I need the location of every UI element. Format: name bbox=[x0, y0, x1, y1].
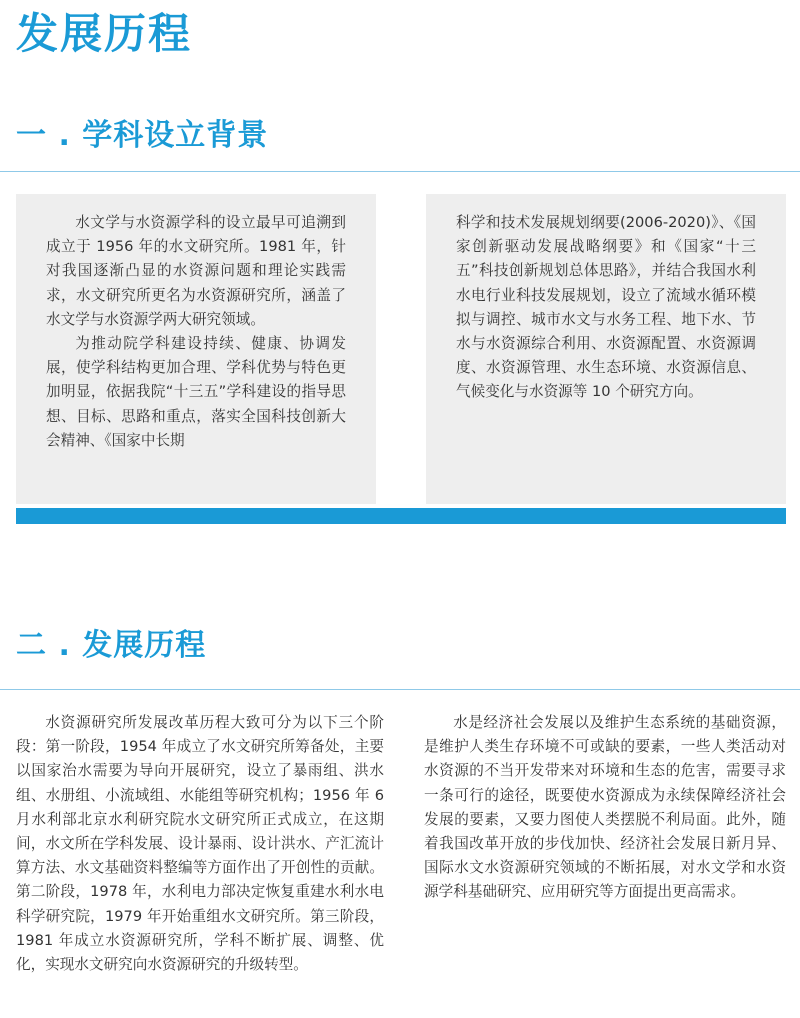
section-divider bbox=[0, 689, 800, 690]
history-text-right bbox=[424, 711, 786, 905]
background-text-right bbox=[456, 211, 756, 405]
section-divider bbox=[0, 171, 800, 172]
paragraph: 为推动院学科建设持续、健康、协调发展，使学科结构更加合理、学科优势与特色更加明显，依据我院“十三五”学科建设的指导思想、目标、思路和重点，落实全国科技创新大会精神、《国家中长期 bbox=[46, 335, 346, 449]
page-title: 发展历程 bbox=[16, 9, 193, 58]
history-text-left bbox=[16, 711, 384, 977]
accent-bar bbox=[16, 508, 786, 524]
paragraph: 水是经济社会发展以及维护生态系统的基础资源，是维护人类生存环境不可或缺的要素，一些人类活动对水资源的不当开发带来对环境和生态的危害，需要寻求一条可行的途径，既要使水资源成为永续保障经济社会发展的要素，又要力图使人类摆脱不利局面。此外，随着我国改革开放的步伐加快、经济社会发展日新月异、国际水文水资源研究领域的不断拓展，对水文学和水资源学科基础研究、应用研究等方面提出更高需求。 bbox=[424, 714, 786, 901]
background-text-left bbox=[46, 211, 346, 453]
section-heading-background: 一 . 学科设立背景 bbox=[16, 118, 269, 153]
section-heading-history: 二 . 发展历程 bbox=[16, 628, 207, 663]
paragraph: 水资源研究所发展改革历程大致可分为以下三个阶段：第一阶段，1954 年成立了水文研究所筹备处，主要以国家治水需要为导向开展研究，设立了暴雨组、洪水组、水册组、小流域组、水能组等研究机构；1956 年 6 月水利部北京水利研究院水文研究所正式成立，在这期间，水文所在学科发展、设计暴雨、设计洪水、产汇流计算方法、水文基础资料整编等方面作出了开创性的贡献。第二阶段，1978 年，水利电力部决定恢复重建水利水电科学研究院，1979 年开始重组水文研究所。第三阶段，1981 年成立水资源研究所，学科不断扩展、调整、优化，实现水文研究向水资源研究的升级转型。 bbox=[16, 714, 384, 974]
paragraph: 水文学与水资源学科的设立最早可追溯到成立于 1956 年的水文研究所。1981 年，针对我国逐渐凸显的水资源问题和理论实践需求，水文研究所更名为水资源研究所，涵盖了水文学与水资源学两大研究领域。 bbox=[46, 214, 346, 328]
paragraph: 科学和技术发展规划纲要(2006-2020)》、《国家创新驱动发展战略纲要》和《国家“十三五”科技创新规划总体思路》，并结合我国水利水电行业科技发展规划，设立了流域水循环模拟与调控、城市水文与水务工程、地下水、节水与水资源综合利用、水资源配置、水资源调度、水资源管理、水生态环境、水资源信息、气候变化与水资源等 10 个研究方向。 bbox=[456, 214, 756, 401]
